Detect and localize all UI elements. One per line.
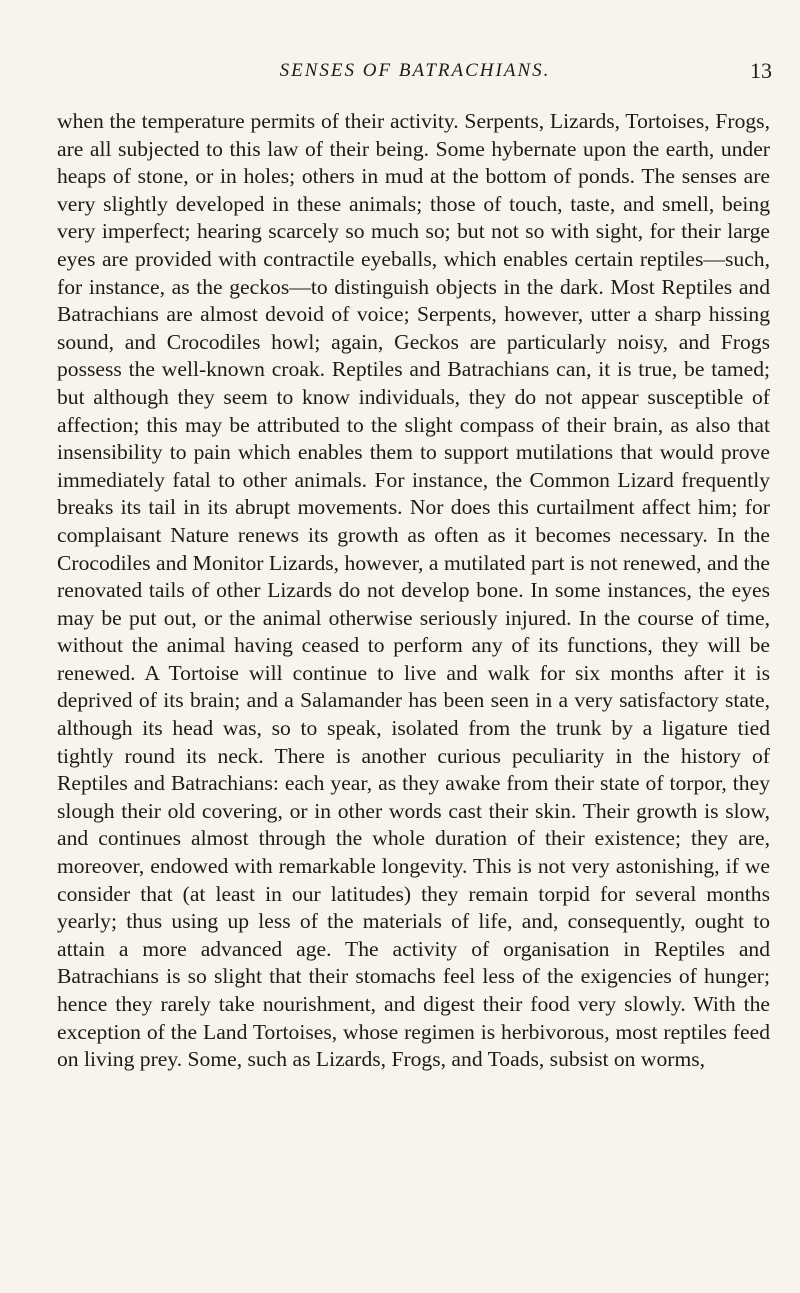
body-paragraph: when the temperature permits of their activity. Serpents, Lizards, Tortoises, Frogs, are all subjected to this law of their being. Some hybernate upon the earth, under heaps of stone, or in holes; others in mud at the bottom of ponds. The senses are very slightly developed in these animals; those of touch, taste, and smell, being very imperfect; hearing scarcely so much so; but not so with sight, for their large eyes are provided with contractile eyeballs, which enables certain reptiles—such, for instance, as the geckos—to distinguish objects in the dark. Most Reptiles and Batrachians are almost devoid of voice; Serpents, however, utter a sharp hissing sound, and Crocodiles howl; again, Geckos are particularly noisy, and Frogs possess the well-known croak. Reptiles and Batrachians can, it is true, be tamed; but although they seem to know individuals, they do not appear susceptible of affection; this may be attributed to the slight compass of their brain, as also that insensibility to pain which enables them to support mutilations that would prove immediately fatal to other animals. For instance, the Common Lizard frequently breaks its tail in its abrupt movements. Nor does this curtailment affect him; for complaisant Nature renews its growth as often as it becomes necessary. In the Crocodiles and Monitor Lizards, however, a mutilated part is not renewed, and the renovated tails of other Lizards do not develop bone. In some instances, the eyes may be put out, or the animal otherwise seriously injured. In the course of time, without the animal having ceased to perform any of its functions, they will be renewed. A Tortoise will continue to live and walk for six months after it is deprived of its brain; and a Salamander has been seen in a very satisfactory state, although its head was, so to speak, isolated from the trunk by a ligature tied tightly round its neck. There is another curious peculiarity in the history of Reptiles and Batrachians: each year, as they awake from their state of torpor, they slough their old covering, or in other words cast their skin. Their growth is slow, and continues almost through the whole duration of their existence; they are, moreover, endowed with remarkable longevity. This is not very astonishing, if we consider that (at least in our latitudes) they remain torpid for several months yearly; thus using up less of the materials of life, and, consequently, ought to attain a more advanced age. The activity of organisation in Reptiles and Batrachians is so slight that their stomachs feel less of the exigencies of hunger; hence they rarely take nourishment, and digest their food very slowly. With the exception of the Land Tortoises, whose regimen is herbivorous, most reptiles feed on living prey. Some, such as Lizards, Frogs, and Toads, subsist on worms, [57, 109, 770, 1072]
running-head [58, 60, 772, 90]
running-title: SENSES OF BATRACHIANS. [279, 60, 551, 81]
page-number: 13 [750, 58, 772, 83]
